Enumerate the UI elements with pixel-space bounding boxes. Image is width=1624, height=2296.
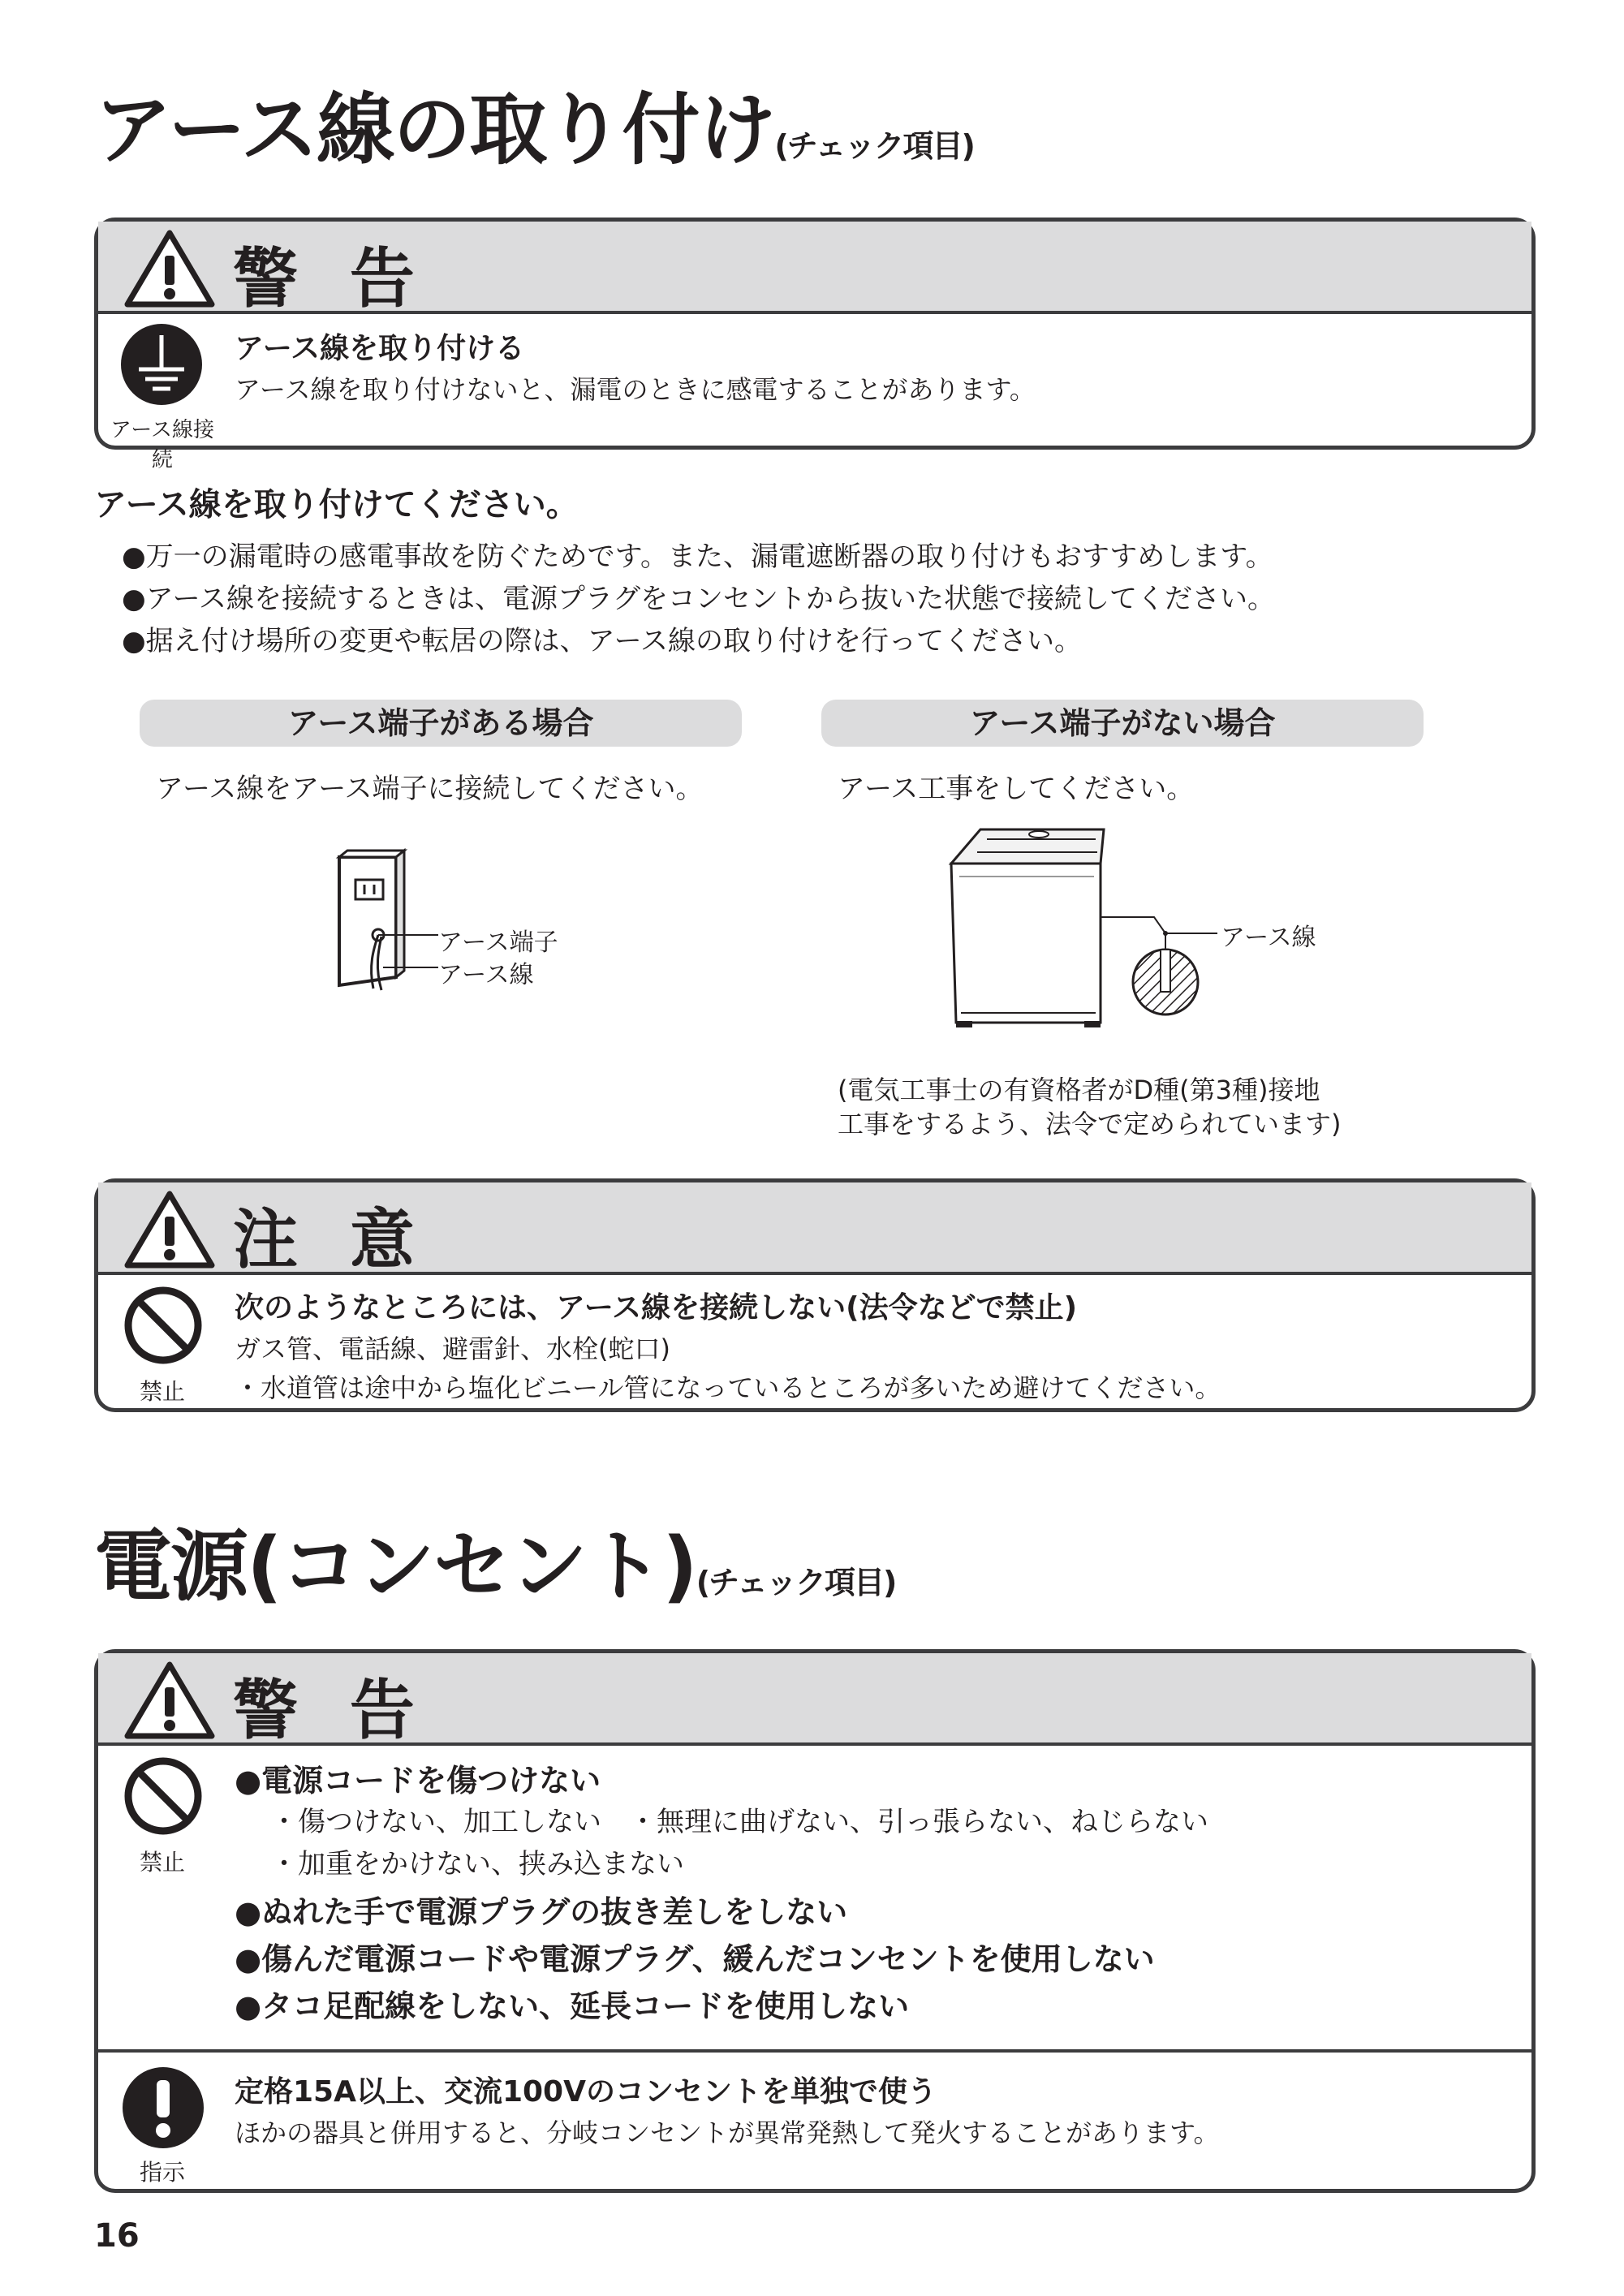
caution-box-earth bbox=[94, 1178, 1536, 1412]
case-with-terminal-text: アース線をアース端子に接続してください。 bbox=[156, 773, 704, 805]
section-title-earth bbox=[94, 84, 974, 175]
warning-box-power bbox=[94, 1649, 1536, 2193]
case-without-terminal-label: アース端子がない場合 bbox=[821, 700, 1424, 747]
warning-triangle-icon bbox=[123, 1660, 217, 1741]
cord-subitem: ・加重をかけない、挟み込まない bbox=[270, 1848, 684, 1880]
warning-title: 警 告 bbox=[233, 241, 429, 317]
prohibition-icon bbox=[123, 1755, 204, 1837]
warning-header bbox=[98, 222, 1531, 317]
prohibition-icon bbox=[123, 1285, 204, 1366]
title-text: 電源(コンセント) bbox=[94, 1521, 696, 1612]
caution-item-title: 次のようなところには、アース線を接続しない(法令などで禁止) bbox=[235, 1291, 1078, 1325]
warning-box-earth bbox=[94, 218, 1536, 472]
bullet-item: ●アース線を接続するときは、電源プラグをコンセントから抜いた状態で接続してください。 bbox=[122, 583, 1275, 615]
case-with-terminal-label: アース端子がある場合 bbox=[140, 700, 742, 747]
page-number: 16 bbox=[94, 2217, 140, 2255]
icon-caption: 指示 bbox=[139, 2159, 185, 2186]
warning-item-text: アース線を取り付けないと、漏電のときに感電することがあります。 bbox=[235, 374, 1036, 405]
outlet-diagram bbox=[325, 844, 446, 1006]
legal-note-line2: 工事をするよう、法令で定められています) bbox=[838, 1109, 1342, 1139]
caution-title: 注 意 bbox=[233, 1202, 429, 1277]
warning-title: 警 告 bbox=[233, 1673, 429, 1748]
caution-item-note: ・水道管は途中から塩化ビニール管になっているところが多いため避けてください。 bbox=[235, 1372, 1221, 1403]
callout-earth-terminal: アース端子 bbox=[438, 928, 558, 957]
title-subtext: (チェック項目) bbox=[696, 1565, 896, 1600]
title-subtext: (チェック項目) bbox=[774, 128, 974, 164]
cord-title: ●電源コードを傷つけない bbox=[235, 1763, 601, 1798]
icon-caption: 禁止 bbox=[139, 1849, 185, 1876]
cord-subitem: ・傷つけない、加工しない ・無理に曲げない、引っ張らない、ねじらない bbox=[270, 1806, 1208, 1838]
warning-line: ●タコ足配線をしない、延長コードを使用しない bbox=[235, 1988, 910, 2024]
warning-line: ●傷んだ電源コードや電源プラグ、緩んだコンセントを使用しない bbox=[235, 1941, 1155, 1977]
earth-heading: アース線を取り付けてください。 bbox=[94, 486, 579, 523]
warning-header bbox=[98, 1653, 1531, 1746]
warning-triangle-icon bbox=[123, 228, 217, 309]
warning-line: ●ぬれた手で電源プラグの抜き差しをしない bbox=[235, 1894, 848, 1930]
divider bbox=[98, 2049, 1531, 2053]
case-without-terminal-text: アース工事をしてください。 bbox=[838, 773, 1195, 805]
icon-caption: 禁止 bbox=[139, 1378, 185, 1405]
instruction-icon bbox=[123, 2067, 204, 2148]
bullet-item: ●万一の漏電時の感電事故を防ぐためです。また、漏電遮断器の取り付けもおすすめします。 bbox=[122, 541, 1273, 573]
instruction-title: 定格15A以上、交流100Vのコンセントを単独で使う bbox=[235, 2075, 937, 2109]
legal-note-line1: (電気工事士の有資格者がD種(第3種)接地 bbox=[838, 1075, 1320, 1105]
caution-header bbox=[98, 1182, 1531, 1275]
icon-caption: アース線接続 bbox=[110, 418, 214, 472]
callout-earth-wire: アース線 bbox=[438, 961, 534, 989]
instruction-text: ほかの器具と併用すると、分岐コンセントが異常発熱して発火することがあります。 bbox=[235, 2117, 1220, 2148]
caution-triangle-icon bbox=[123, 1189, 217, 1270]
caution-item-text: ガス管、電話線、避雷針、水栓(蛇口) bbox=[235, 1333, 670, 1364]
earth-ground-icon bbox=[119, 322, 204, 407]
title-text: アース線の取り付け bbox=[94, 84, 775, 175]
bullet-item: ●据え付け場所の変更や転居の際は、アース線の取り付けを行ってください。 bbox=[122, 625, 1082, 657]
section-title-power bbox=[94, 1521, 896, 1612]
callout-earth-wire-right: アース線 bbox=[1221, 924, 1316, 952]
warning-item-title: アース線を取り付ける bbox=[235, 332, 525, 365]
